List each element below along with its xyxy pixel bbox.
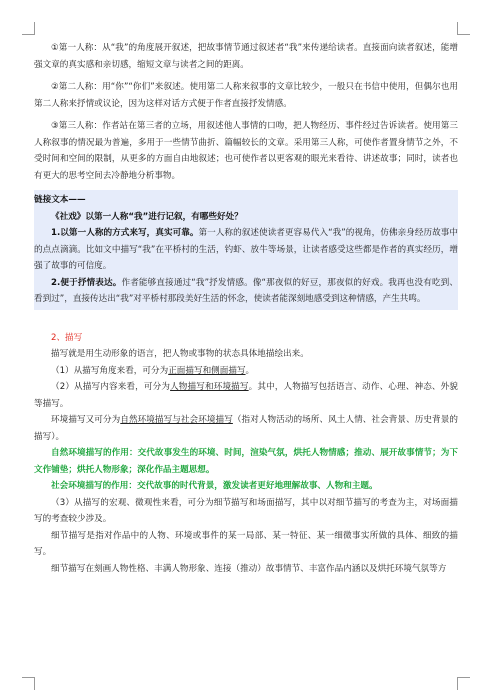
category-1 — [34, 363, 458, 380]
category-2 — [34, 379, 458, 412]
link-item-1-text: 第一人称的叙述使读者更容易代入“我”的视角，仿佛亲身经历故事中的点点滴滴。比如文中描写“我”在平桥村的生活，钓虾、放牛等场景，让读者感受这些都是作者的真实经历，增强了故事的可信度。 — [34, 228, 458, 271]
env-pre: 环境描写又可分为 — [51, 415, 121, 425]
page-corner-mark — [22, 677, 35, 690]
page-corner-mark — [457, 677, 470, 690]
document-page — [34, 40, 458, 577]
category-3: （3）从描写的宏观、微观性来看，可分为细节描写和场面描写，其中以对细节描写的考查为主，对场面描写的考查较少涉及。 — [34, 497, 458, 524]
paragraph-third-person: ③第三人称：作者站在第三者的立场，用叙述他人事情的口吻，把人物经历、事件经过告诉读者。使用第三人称叙事的情况最为普遍，多用于一些情节曲折、篇幅较长的文章。采用第三人称，可使作者置身情节之外，不受时间和空间的限制，从更多的方面自由地叙述；也可使作者以更客观的眼光来看待、讲述故事；同时，读者也有更大的思考空间去冷静地分析事物。 — [34, 121, 458, 181]
env-under: 自然环境描写与社会环境描写 — [120, 415, 233, 425]
detail-description: 细节描写是指对作品中的人物、环境或事件的某一局部、某一特征、某一细微事实所做的具体、细致的描写。 — [34, 530, 458, 557]
paragraph-second-person: ②第二人称：用“你”“你们”来叙述。使用第二人称来叙事的文章比较少，一般只在书信中使用，但偶尔也用第二人称来抒情或议论，因为这样对话方式便于作者直接抒发情感。 — [34, 82, 458, 109]
page-corner-mark — [457, 22, 470, 35]
section-title: 2、描写 — [51, 332, 83, 343]
category-1-pre: （1）从描写角度来看，可分为 — [51, 365, 169, 376]
link-item-2 — [34, 275, 458, 308]
category-2-post: 。其中，人物描写包括语言、动作、心理、神态、外貌等描写。 — [34, 382, 458, 409]
natural-environment-function: 自然环境描写的作用：交代故事发生的环境、时间，渲染气氛，烘托人物情感；推动、展开故事情节；为下文作铺垫；烘托人物形象；深化作品主题思想。 — [34, 448, 458, 475]
page-corner-mark — [22, 22, 35, 35]
category-1-post: 。 — [245, 365, 255, 376]
link-question: 《社戏》以第一人称“我”进行记叙，有哪些好处？ — [51, 211, 243, 222]
paragraph-first-person: ①第一人称：从“我”的角度展开叙述，把故事情节通过叙述者“我”来传递给读者。直接面向读者叙述，能增强文章的真实感和亲切感，缩短文章与读者之间的距离。 — [34, 43, 458, 70]
definition: 描写就是用生动形象的语言，把人物或事物的状态具体地描绘出来。 — [51, 349, 309, 359]
link-text-box — [34, 190, 458, 310]
social-environment-function: 社会环境描写的作用：交代故事的时代背景，激发读者更好地理解故事、人物和主题。 — [51, 481, 378, 491]
last-paragraph: 细节描写在刻画人物性格、丰满人物形象、连接（推动）故事情节、丰富作品内涵以及烘托环境气氛等方 — [51, 563, 447, 574]
category-2-under: 人物描写和环境描写 — [170, 382, 249, 392]
category-1-under: 正面描写和侧面描写 — [168, 365, 246, 376]
link-item-2-text: 作者能够直接通过“我”抒发情感。像“那夜似的好豆，那夜似的好戏。我再也没有吃到、看到过”，直接传达出“我”对平桥村那段美好生活的怀念，使读者能深刻地感受到这种情感，产生共鸣。 — [34, 277, 458, 304]
link-item-1 — [34, 225, 458, 275]
link-heading: 链接文本—— — [34, 195, 86, 205]
env-post: （指对人物活动的场所、风土人情、社会背景、历史背景的描写）。 — [34, 415, 458, 442]
link-item-2-lead: 2.便于抒情表达。 — [51, 277, 122, 288]
category-2-pre: （2）从描写内容来看，可分为 — [51, 382, 171, 392]
environment-description — [34, 412, 458, 445]
link-item-1-lead: 1.以第一人称的方式来写，真实可靠。 — [51, 228, 199, 238]
